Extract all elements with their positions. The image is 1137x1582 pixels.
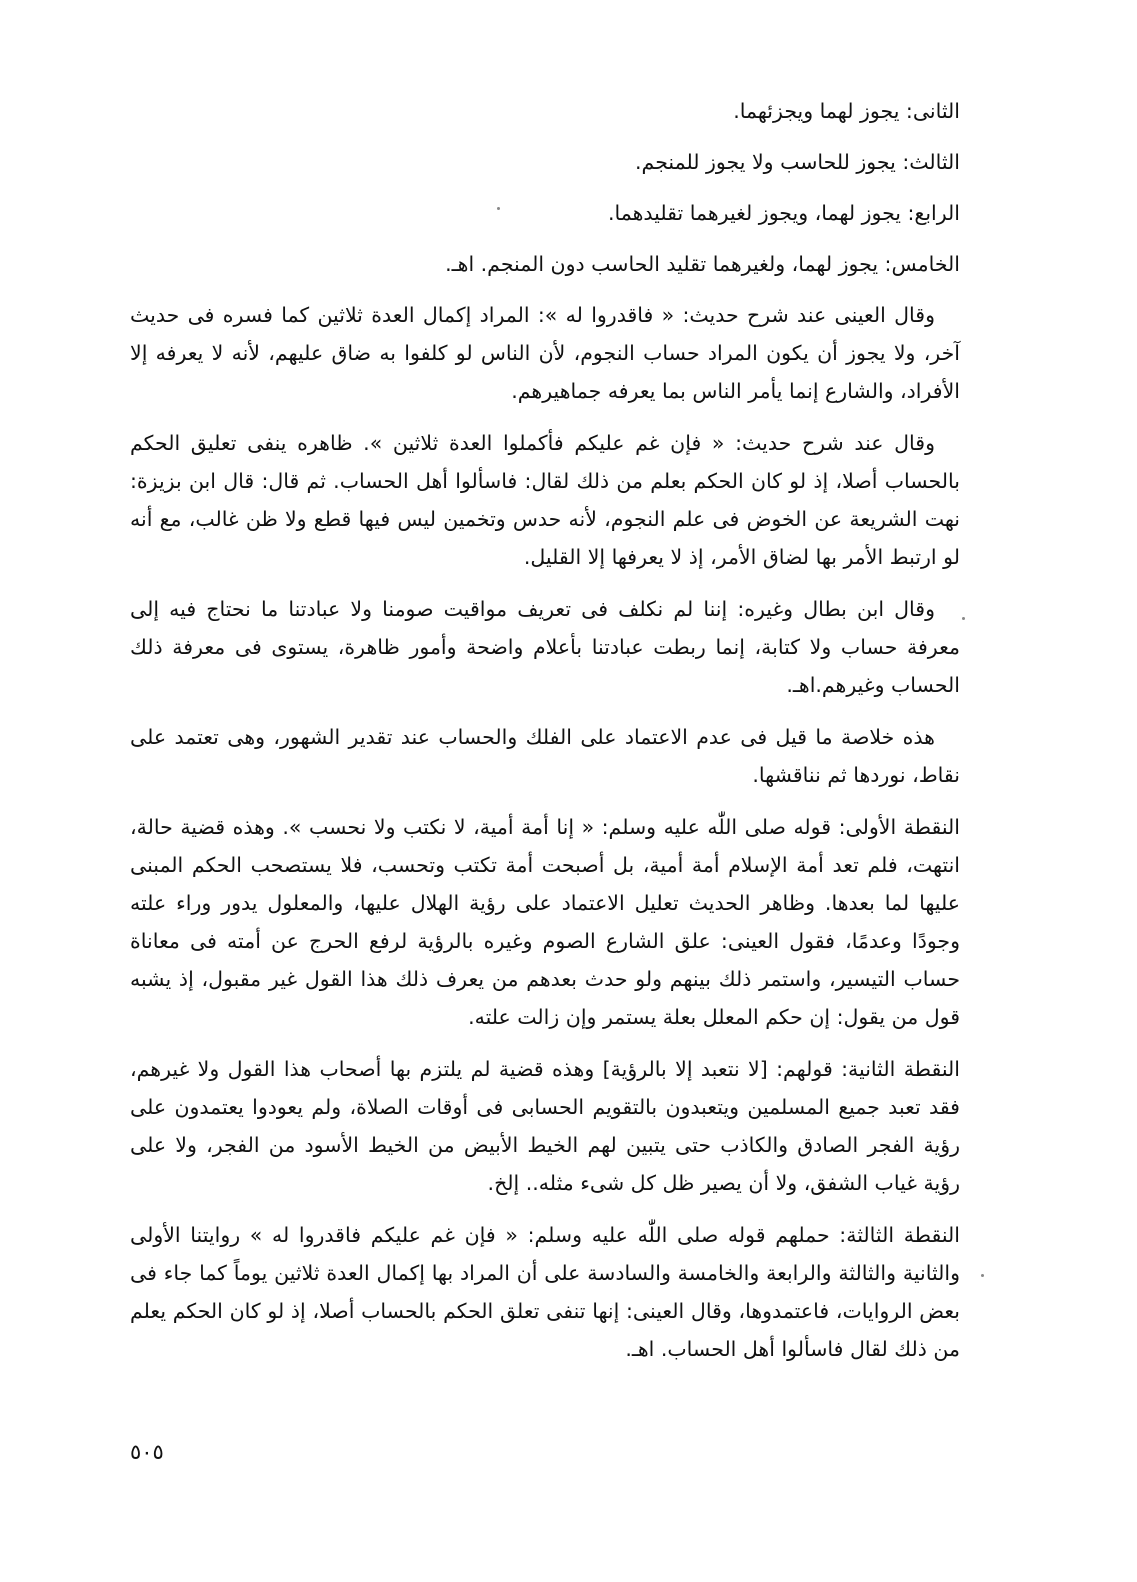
paragraph-point-one: النقطة الأولى: قوله صلى اللّٰه عليه وسلم: « إنا أمة أمية، لا نكتب ولا نحسب ». وهذه قضية حالة، انتهت، فلم تعد أمة الإسلام أمة أمية، بل أصبحت أمة تكتب وتحسب، فلا يستصحب الحكم المبنى عليها لما بعدها. وظاهر الحديث تعليل الاعتماد على رؤية الهلال عليها، والمعلول يدور وراء علته وجودًا وعدمًا، فقول العينى: علق الشارع الصوم وغيره بالرؤية لرفع الحرج عن أمته فى معاناة حساب التيسير، واستمر ذلك بينهم ولو حدث بعدهم من يعرف ذلك هذا القول غير مقبول، إذ يشبه قول من يقول: إن حكم المعلل بعلة يستمر وإن زالت علته. (130, 815, 960, 1029)
paragraph-aini-faqdiru: وقال العينى عند شرح حديث: « فاقدروا له »: المراد إكمال العدة ثلاثين كما فسره فى حديث آخر، ولا يجوز أن يكون المراد حساب النجوم، لأن الناس لو كلفوا به ضاق عليهم، لأنه لا يعرفه إلا الأفراد، والشارع إنما يأمر الناس بما يعرفه جماهيرهم. (130, 303, 960, 403)
body-text (130, 92, 960, 1382)
opinion-second: الثانى: يجوز لهما ويجزئهما. (733, 99, 960, 123)
paragraph-aini-akmilu: وقال عند شرح حديث: « فإن غم عليكم فأكملوا العدة ثلاثين ». ظاهره ينفى تعليق الحكم بالحساب أصلا، إذ لو كان الحكم بعلم من ذلك لقال: فاسألوا أهل الحساب. ثم قال: قال ابن بزيزة: نهت الشريعة عن الخوض فى علم النجوم، لأنه حدس وتخمين ليس فيها قطع ولا ظن غالب، مع أنه لو ارتبط الأمر بها لضاق الأمر، إذ لا يعرفها إلا القليل. (130, 431, 960, 569)
paragraph-point-two: النقطة الثانية: قولهم: [لا نتعبد إلا بالرؤية] وهذه قضية لم يلتزم بها أصحاب هذا القول ولا غيرهم، فقد تعبد جميع المسلمين ويتعبدون بالتقويم الحسابى فى أوقات الصلاة، ولم يعودوا يعتمدون على رؤية الفجر الصادق والكاذب حتى يتبين لهم الخيط الأبيض من الخيط الأسود من الفجر، ولا على رؤية غياب الشفق، ولا أن يصير ظل كل شىء مثله.. إلخ. (130, 1057, 960, 1195)
scan-speck (962, 617, 965, 620)
paragraph-summary: هذه خلاصة ما قيل فى عدم الاعتماد على الفلك والحساب عند تقدير الشهور، وهى تعتمد على نقاط، نوردها ثم نناقشها. (130, 725, 960, 787)
opinions-list (130, 92, 960, 283)
page-number: ٥٠٥ (130, 1440, 164, 1464)
paragraph-point-three: النقطة الثالثة: حملهم قوله صلى اللّٰه عليه وسلم: « فإن غم عليكم فاقدروا له » روايتنا الأولى والثانية والثالثة والرابعة والخامسة والسادسة على أن المراد بها إكمال العدة ثلاثين يوماً كما جاء فى بعض الروايات، فاعتمدوها، وقال العينى: إنها تنفى تعلق الحكم بالحساب أصلا، إذ لو كان الحكم يعلم من ذلك لقال فاسألوا أهل الحساب. اهـ. (130, 1223, 960, 1361)
opinion-third: الثالث: يجوز للحاسب ولا يجوز للمنجم. (635, 150, 960, 174)
opinion-fourth: الرابع: يجوز لهما، ويجوز لغيرهما تقليدهما. (608, 201, 960, 225)
opinion-fifth: الخامس: يجوز لهما، ولغيرهما تقليد الحاسب دون المنجم. اهـ. (445, 252, 960, 276)
scan-speck (981, 1274, 984, 1277)
paragraph-ibn-battal: وقال ابن بطال وغيره: إننا لم نكلف فى تعريف مواقيت صومنا ولا عبادتنا ما نحتاج فيه إلى معرفة حساب ولا كتابة، إنما ربطت عبادتنا بأعلام واضحة وأمور ظاهرة، يستوى فى معرفة ذلك الحساب وغيرهم.اهـ. (130, 597, 960, 697)
